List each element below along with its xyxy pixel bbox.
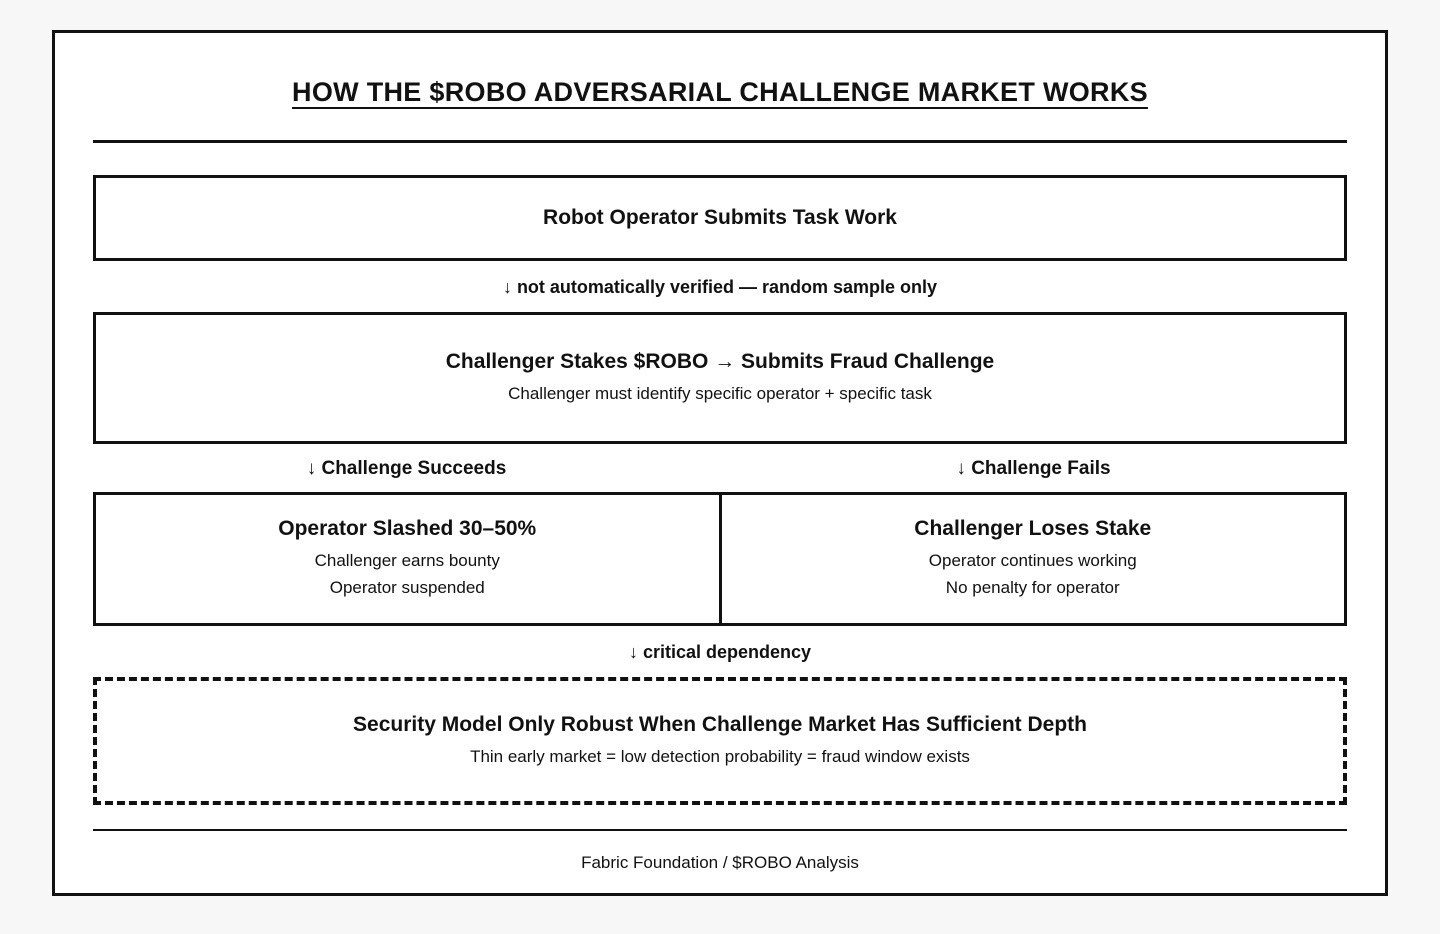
outcome-success-line1: Challenger earns bounty [314,551,500,571]
branch-outcome-row [93,492,1347,626]
connector-critical-dependency: ↓ critical dependency [628,642,812,662]
step1-heading: Robot Operator Submits Task Work [543,206,897,229]
flow-step-challenger-stakes [93,312,1347,444]
outcome-fail-line1: Operator continues working [928,551,1137,571]
flow-step-security-model [93,677,1347,805]
branch-label-success: ↓ Challenge Succeeds [306,458,507,479]
outcome-fail-line2: No penalty for operator [945,578,1120,597]
connector-not-verified: ↓ not automatically verified — random sample only [502,277,938,297]
footer-divider [93,829,1347,831]
title-divider [93,140,1347,143]
outcome-fail-heading: Challenger Loses Stake [914,517,1152,541]
step3-heading: Security Model Only Robust When Challenge Market Has Sufficient Depth [353,712,1087,736]
step2-subtext: Challenger must identify specific operator + specific task [508,383,932,403]
step3-subtext: Thin early market = low detection probability = fraud window exists [470,746,970,766]
page-title: HOW THE $ROBO ADVERSARIAL CHALLENGE MARKET WORKS [292,77,1148,107]
flow-step-operator-submits [93,175,1347,261]
diagram-content [93,59,1347,871]
branch-label-fail: ↓ Challenge Fails [956,458,1111,479]
outcome-box-fail [722,492,1348,626]
branch-label-row [93,458,1347,480]
source-caption: Fabric Foundation / $ROBO Analysis [581,853,859,872]
step2-heading: Challenger Stakes $ROBO → Submits Fraud Challenge [445,349,995,373]
outcome-box-success [93,492,722,626]
diagram-card [52,30,1388,896]
outcome-success-heading: Operator Slashed 30–50% [278,517,537,541]
outcome-success-line2: Operator suspended [329,578,485,597]
